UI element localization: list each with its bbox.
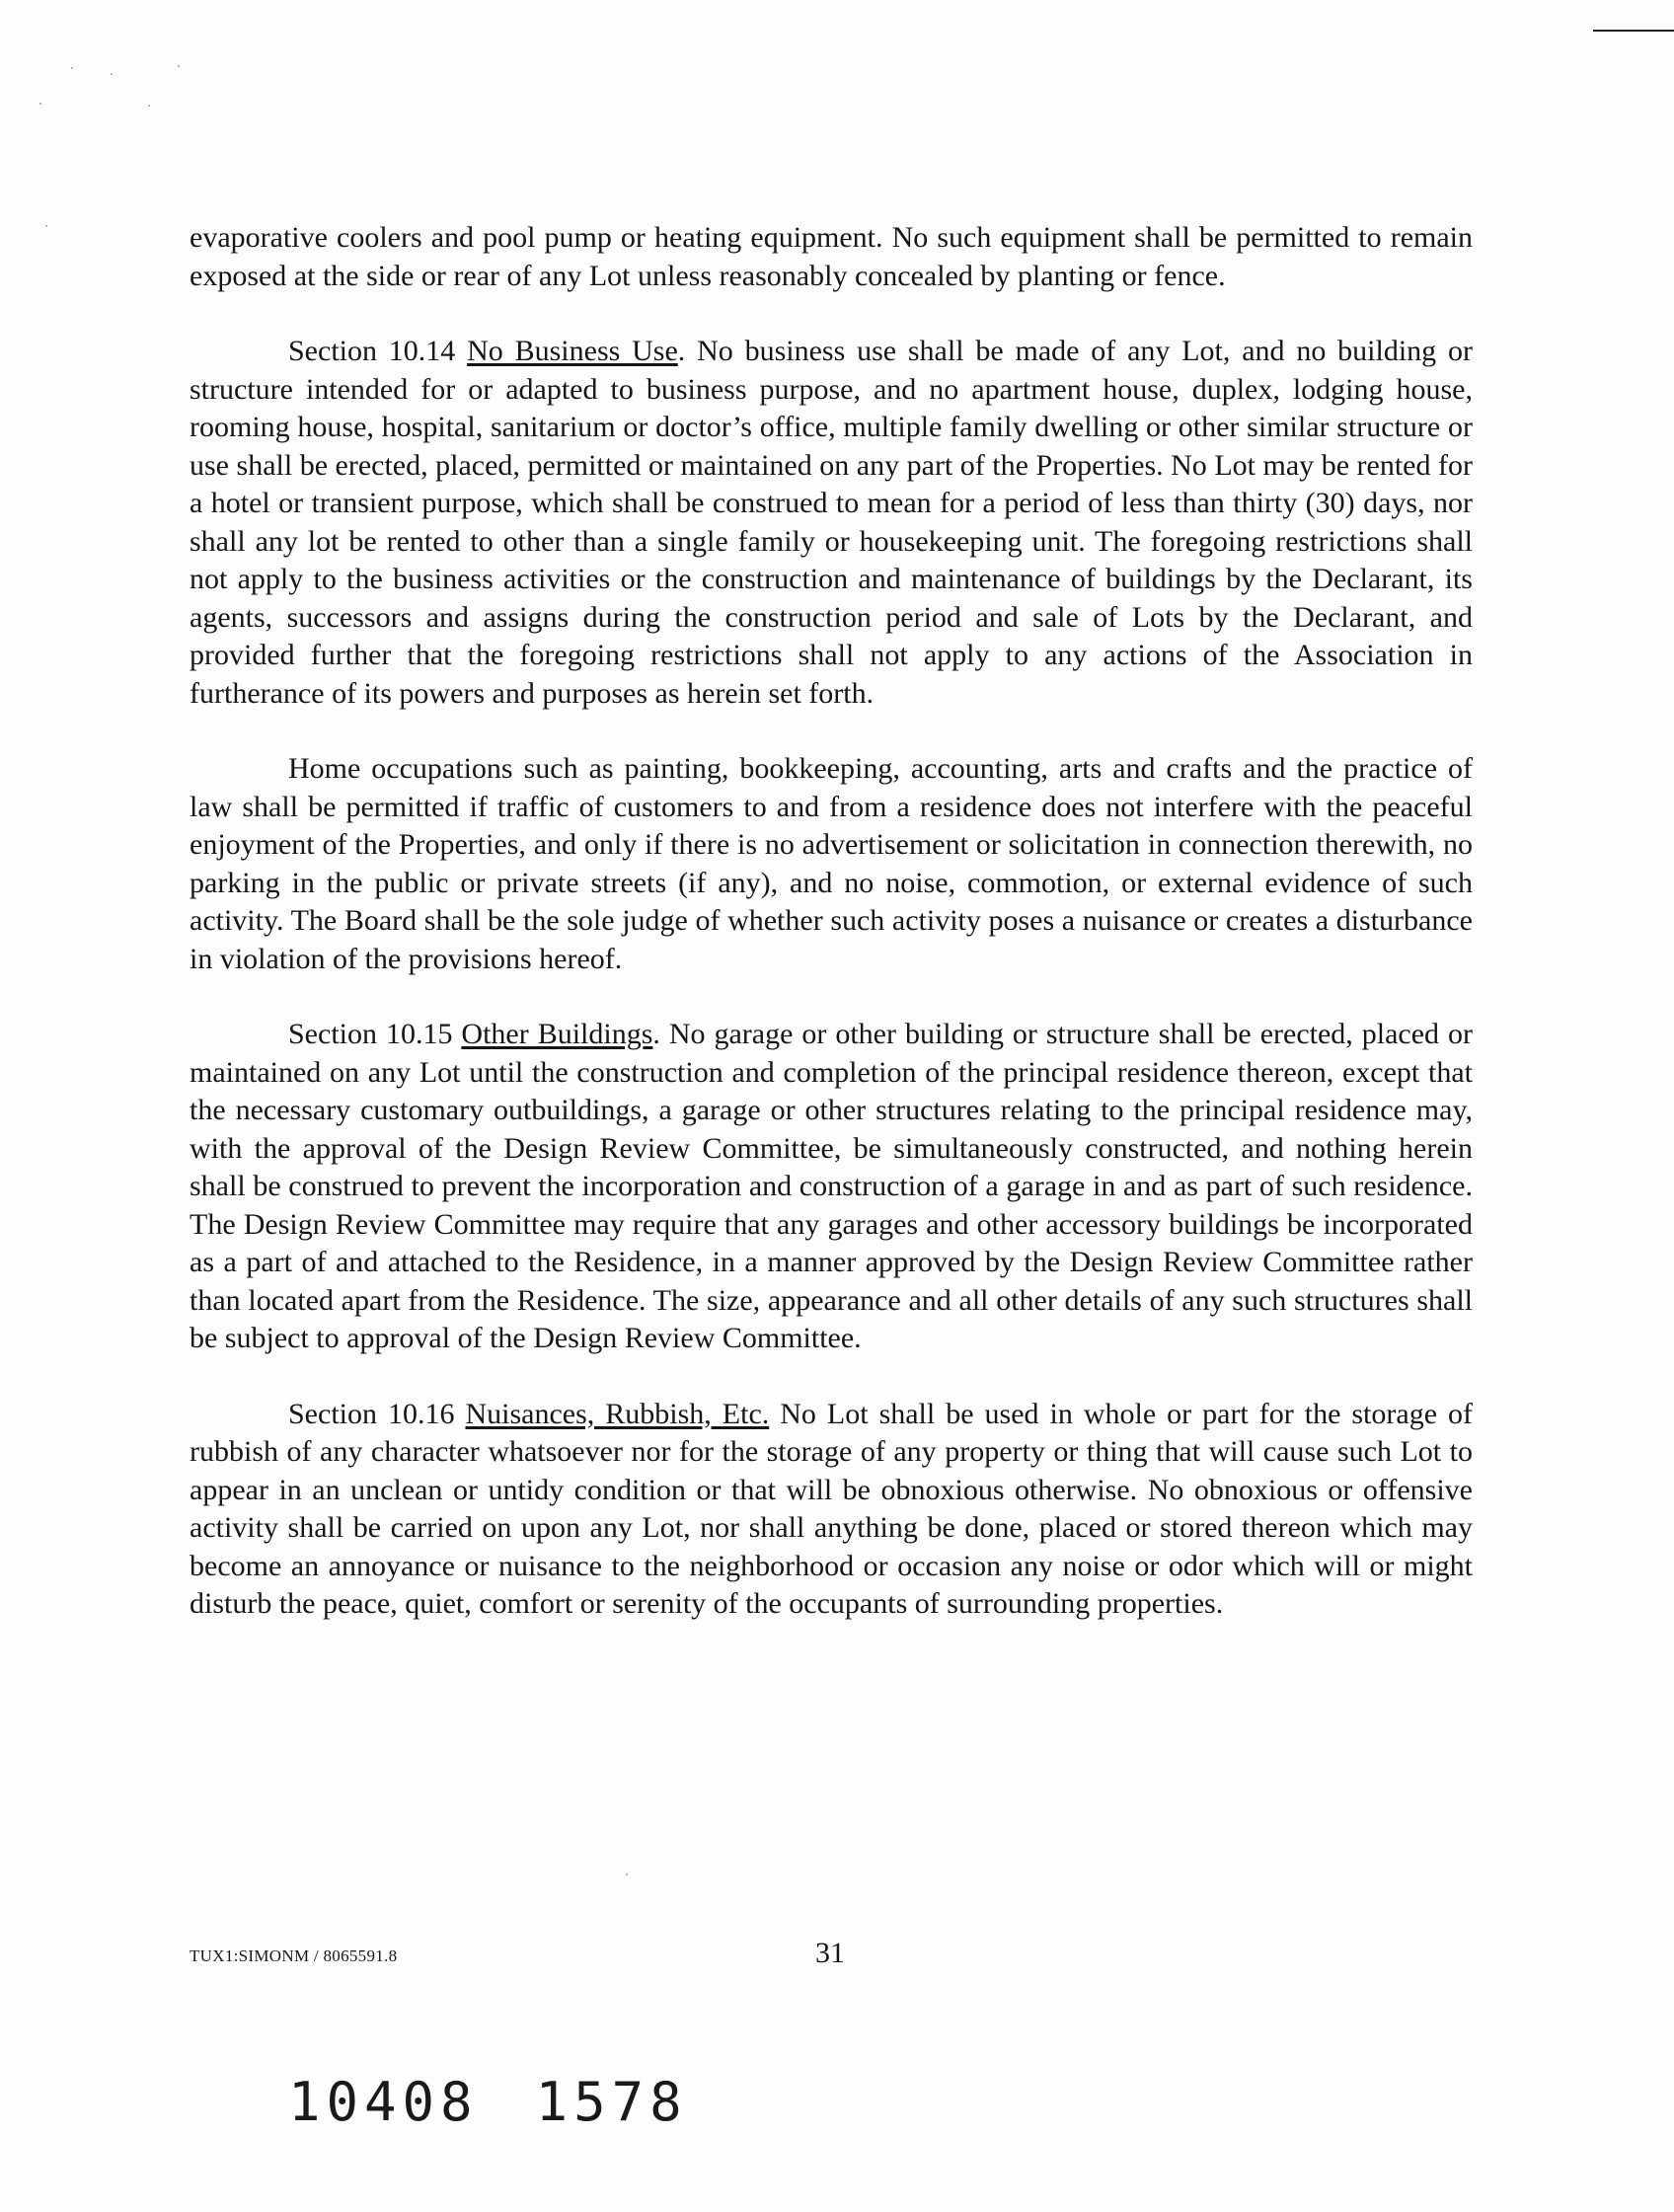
paragraph-text: . No garage or other building or structure shall be erected, placed or maintained on any Lot until the construction and completion of the principal residence thereon, except that the necessary customary outbuildings, a garage or other structures relating to the principal residence may, with the approval of the Design Review Committee, be simultaneously constructed, and nothing herein shall be construed to prevent the incorporation and construction of a garage in and as part of such residence. The Design Review Committee may require that any garages and other accessory buildings be incorporated as a part of and attached to the Residence, in a manner approved by the Design Review Committee rather than located apart from the Residence. The size, appearance and all other details of any such structures shall be subject to approval of the Design Review Committee. (190, 1018, 1473, 1354)
paragraph-text: evaporative coolers and pool pump or heating equipment. No such equipment shall be permitted to remain exposed at the side or rear of any Lot unless reasonably concealed by planting or fence. (190, 221, 1473, 292)
scan-speck (71, 67, 73, 69)
footer-document-id: TUX1:SIMONM / 8065591.8 (190, 1946, 398, 1965)
paragraph-text: . No business use shall be made of any Lot, and no building or structure intended for or adapted to business purpose, and no apartment house, duplex, lodging house, rooming house, hospital, sanitarium or doctor’s office, multiple family dwelling or other similar structure or use shall be erected, placed, permitted or maintained on any part of the Properties. No Lot may be rented for a hotel or transient purpose, which shall be construed to mean for a period of less than thirty (30) days, nor shall any lot be rented to other than a single family or housekeeping unit. The foregoing restrictions shall not apply to the business activities or the construction and maintenance of buildings by the Declarant, its agents, successors and assigns during the construction period and sale of Lots by the Declarant, and provided further that the foregoing restrictions shall not apply to any actions of the Association in furtherance of its powers and purposes as herein set forth. (190, 335, 1473, 710)
section-number: Section 10.16 (288, 1397, 466, 1430)
paragraph-text: No Lot shall be used in whole or part for the storage of rubbish of any character whatsoever nor for the storage of any property or thing that will cause such Lot to appear in an unclean or untidy condition or that will be obnoxious otherwise. No obnoxious or offensive activity shall be carried on upon any Lot, nor shall anything be done, placed or stored thereon which may become an annoyance or nuisance to the neighborhood or occasion any noise or odor which will or might disturb the peace, quiet, comfort or serenity of the occupants of surrounding properties. (190, 1397, 1473, 1620)
section-number: Section 10.14 (288, 335, 468, 367)
section-heading-other-buildings: Other Buildings (461, 1018, 653, 1050)
scan-speck (626, 1873, 628, 1875)
paragraph-section-10-14 (190, 333, 1473, 713)
recording-stamp (288, 2071, 688, 2133)
scan-speck (39, 103, 41, 105)
scan-edge-mark (1593, 30, 1674, 32)
scan-speck (178, 65, 180, 67)
stamp-page-number: 1578 (535, 2071, 688, 2133)
paragraph-home-occupations (190, 750, 1473, 978)
paragraph-section-10-15 (190, 1016, 1473, 1358)
scan-speck (148, 105, 150, 107)
document-body (190, 219, 1473, 1661)
section-heading-nuisances: Nuisances, Rubbish, Etc. (465, 1397, 770, 1430)
paragraph-text: Home occupations such as painting, bookkeeping, accounting, arts and crafts and the practice of law shall be permitted if traffic of customers to and from a residence does not interfere with the peaceful enjoyment of the Properties, and only if there is no advertisement or solicitation in connection therewith, no parking in the public or private streets (if any), and no noise, commotion, or external evidence of such activity. The Board shall be the sole judge of whether such activity poses a nuisance or creates a disturbance in violation of the provisions hereof. (190, 752, 1473, 975)
page-number: 31 (815, 1937, 845, 1969)
scan-speck (111, 73, 113, 75)
section-heading-no-business-use: No Business Use (467, 335, 678, 367)
scan-speck (45, 225, 47, 227)
paragraph-equipment (190, 219, 1473, 295)
section-number: Section 10.15 (288, 1018, 462, 1050)
stamp-book-number: 10408 (288, 2071, 479, 2133)
paragraph-section-10-16 (190, 1396, 1473, 1624)
